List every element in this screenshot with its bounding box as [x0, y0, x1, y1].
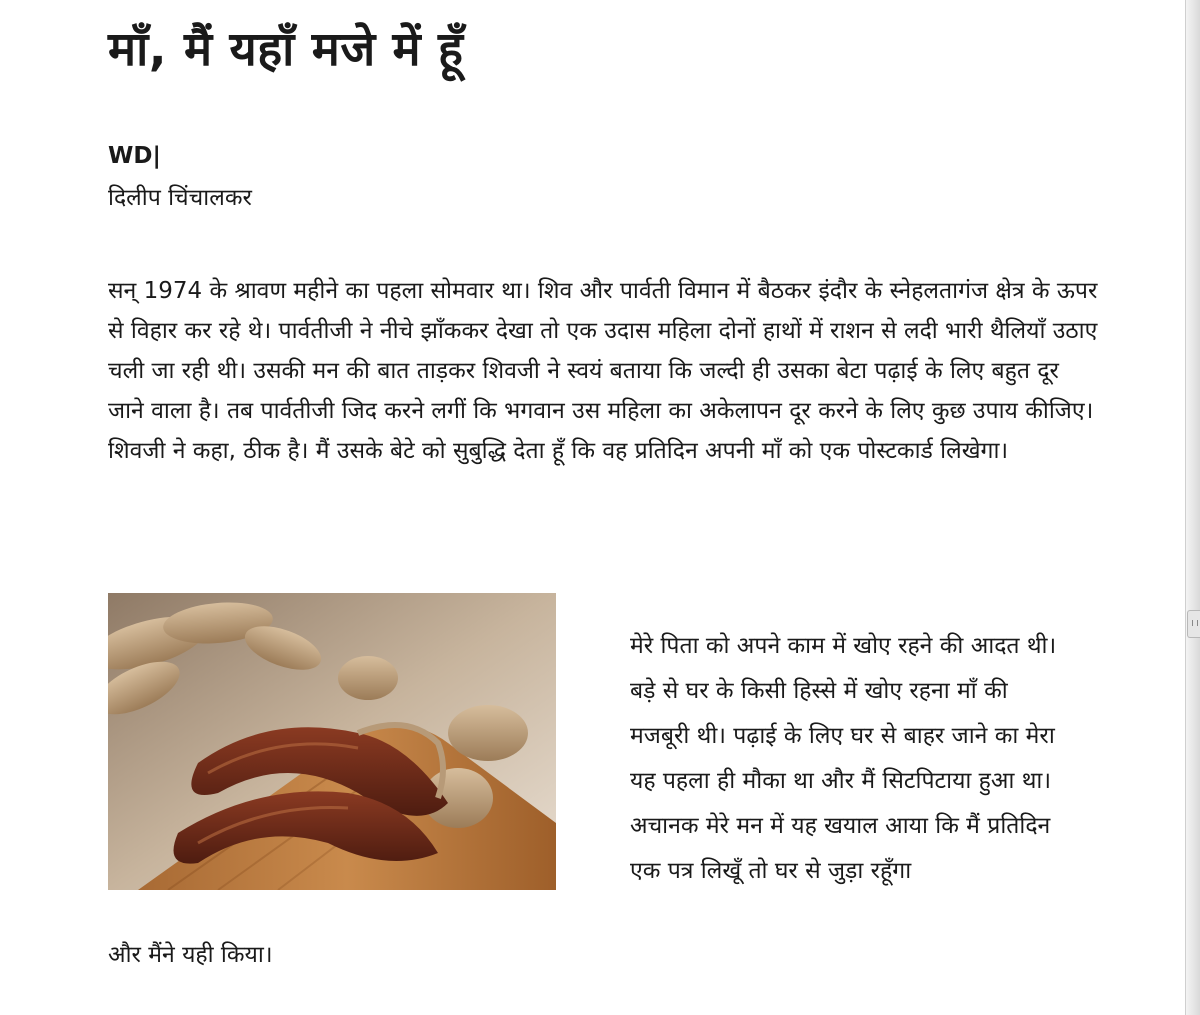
article-title: माँ, मैं यहाँ मजे में हूँ: [108, 22, 464, 77]
page-edge: [1185, 0, 1200, 1015]
article-paragraph-2: मेरे पिता को अपने काम में खोए रहने की आदत थी। बड़े से घर के किसी हिस्से में खोए रहना माँ की मजबूरी थी। पढ़ाई के लिए घर से बाहर जाने का मेरा यह पहला ही मौका था और मैं सिटपिटाया हुआ था। अचानक मेरे मन में यह खयाल आया कि मैं प्रतिदिन एक पत्र लिखूँ तो घर से जुड़ा रहूँगा: [630, 633, 1057, 884]
source-label: WD|: [108, 143, 161, 169]
scroll-handle-icon[interactable]: [1187, 610, 1200, 638]
article-paragraph-2-end: और मैंने यही किया।: [108, 942, 273, 968]
tamarind-photo: [108, 593, 556, 890]
article-paragraph-1: सन् 1974 के श्रावण महीने का पहला सोमवार था। शिव और पार्वती विमान में बैठकर इंदौर के स्नेहलतागंज क्षेत्र के ऊपर से विहार कर रहे थे। पार्वतीजी ने नीचे झाँककर देखा तो एक उदास महिला दोनों हाथों में राशन से लदी भारी थैलियाँ उठाए चली जा रही थी। उसकी मन की बात ताड़कर शिवजी ने स्वयं बताया कि जल्दी ही उसका बेटा पढ़ाई के लिए बहुत दूर जाने वाला है। तब पार्वतीजी जिद करने लगीं कि भगवान उस महिला का अकेलापन दूर करने के लिए कुछ उपाय कीजिए। शिवजी ने कहा, ठीक है। मैं उसके बेटे को सुबुद्धि देता हूँ कि वह प्रतिदिन अपनी माँ को एक पोस्टकार्ड लिखेगा।: [108, 278, 1098, 464]
author-name: दिलीप चिंचालकर: [108, 185, 252, 211]
